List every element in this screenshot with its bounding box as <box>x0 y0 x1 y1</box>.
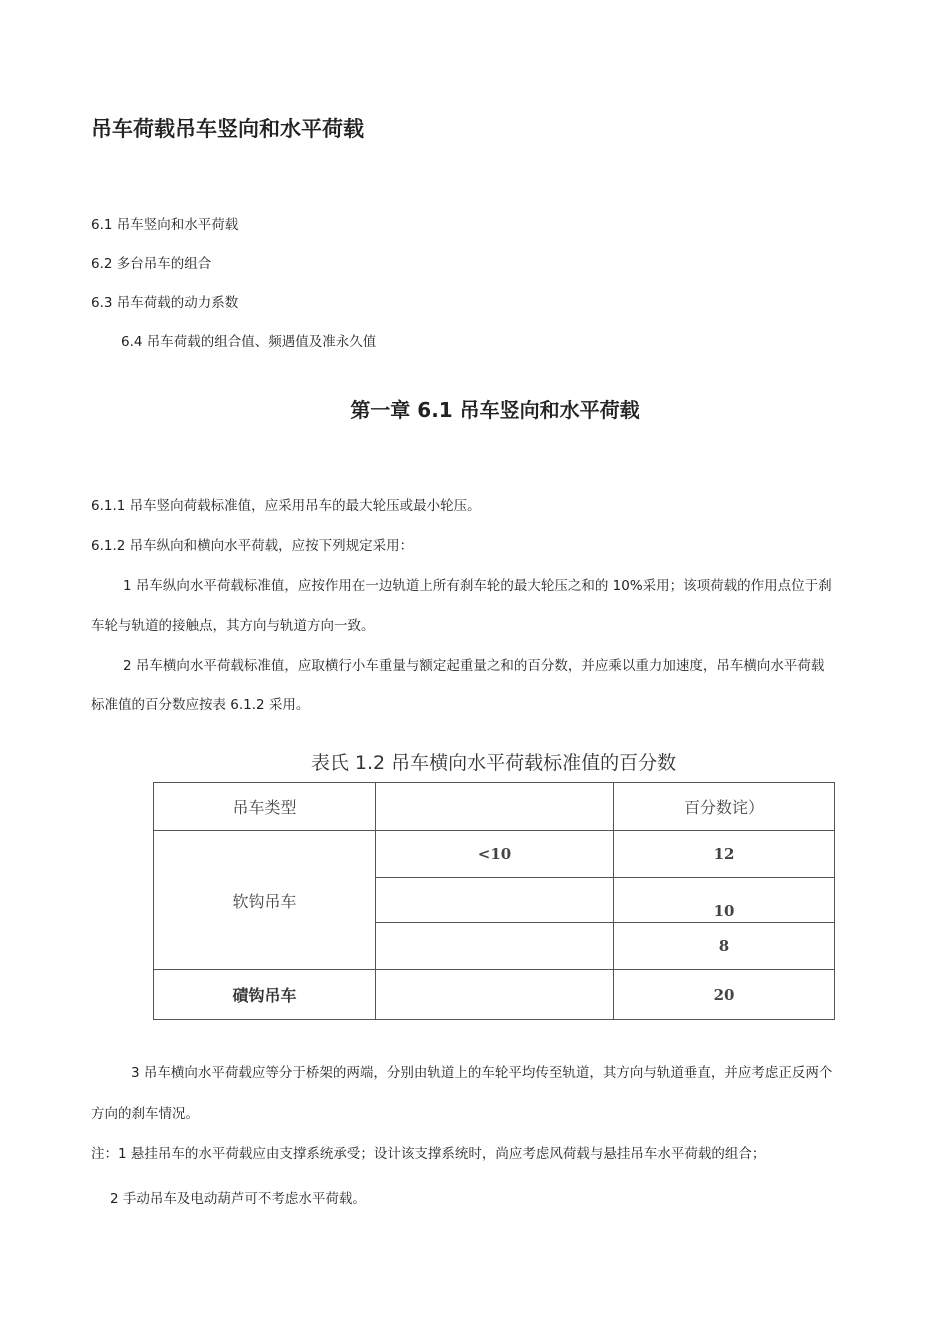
capacity-cell <box>376 878 614 923</box>
header-percent: 百分数诧） <box>614 783 835 831</box>
item-2-line-1: 2 吊车横向水平荷载标准值，应取横行小车重量与额定起重量之和的百分数，并应乘以重力加速度，吊车横向水平荷载 <box>123 658 825 674</box>
table-caption: 表氏 1.2 吊车横向水平荷载标准值的百分数 <box>310 752 677 774</box>
toc-item-6-1: 6.1 吊车竖向和水平荷载 <box>91 217 239 233</box>
table-row <box>154 831 835 878</box>
capacity-cell: <10 <box>376 831 614 878</box>
toc-item-6-4: 6.4 吊车荷载的组合值、频遇值及准永久值 <box>121 334 377 350</box>
item-3-line-2: 方向的刹车情况。 <box>91 1106 199 1122</box>
toc-item-6-3: 6.3 吊车荷载的动力系数 <box>91 295 239 311</box>
document-title: 吊车荷载吊车竖向和水平荷载 <box>91 117 364 141</box>
capacity-cell <box>376 923 614 970</box>
note-1: 注：1 悬挂吊车的水平荷载应由支撑系统承受；设计该支撑系统时，尚应考虑风荷载与悬挂吊车水平荷载的组合； <box>91 1146 766 1162</box>
percent-cell: 12 <box>614 831 835 878</box>
header-crane-type: 吊车类型 <box>154 783 376 831</box>
percent-cell: 20 <box>614 970 835 1020</box>
paragraph-6-1-2: 6.1.2 吊车纵向和横向水平荷载，应按下列规定采用： <box>91 538 414 554</box>
item-2-line-2: 标准值的百分数应按表 6.1.2 采用。 <box>91 697 310 713</box>
item-1-line-2: 车轮与轨道的接触点，其方向与轨道方向一致。 <box>91 618 375 634</box>
header-capacity <box>376 783 614 831</box>
chapter-heading: 第一章 6.1 吊车竖向和水平荷载 <box>350 398 640 422</box>
percent-cell: 10 <box>614 878 835 923</box>
hard-hook-crane-label: 磧钩吊车 <box>154 970 376 1020</box>
percent-cell: 8 <box>614 923 835 970</box>
paragraph-6-1-1: 6.1.1 吊车竖向荷载标准值，应采用吊车的最大轮压或最小轮压。 <box>91 498 481 514</box>
table-header-row <box>154 783 835 831</box>
item-3-line-1: 3 吊车横向水平荷载应等分于桥架的两端，分别由轨道上的车轮平均传至轨道，其方向与轨道垂直，并应考虑正反两个 <box>131 1065 833 1081</box>
toc-item-6-2: 6.2 多台吊车的组合 <box>91 256 212 272</box>
item-1-line-1: 1 吊车纵向水平荷载标准值，应按作用在一边轨道上所有刹车轮的最大轮压之和的 10%采用；该项荷载的作用点位于刹 <box>123 578 832 594</box>
capacity-cell <box>376 970 614 1020</box>
table-row <box>154 970 835 1020</box>
soft-hook-crane-label: 软钩吊车 <box>154 831 376 970</box>
crane-load-table <box>153 782 835 1020</box>
note-2: 2 手动吊车及电动葫芦可不考虑水平荷载。 <box>110 1191 366 1207</box>
